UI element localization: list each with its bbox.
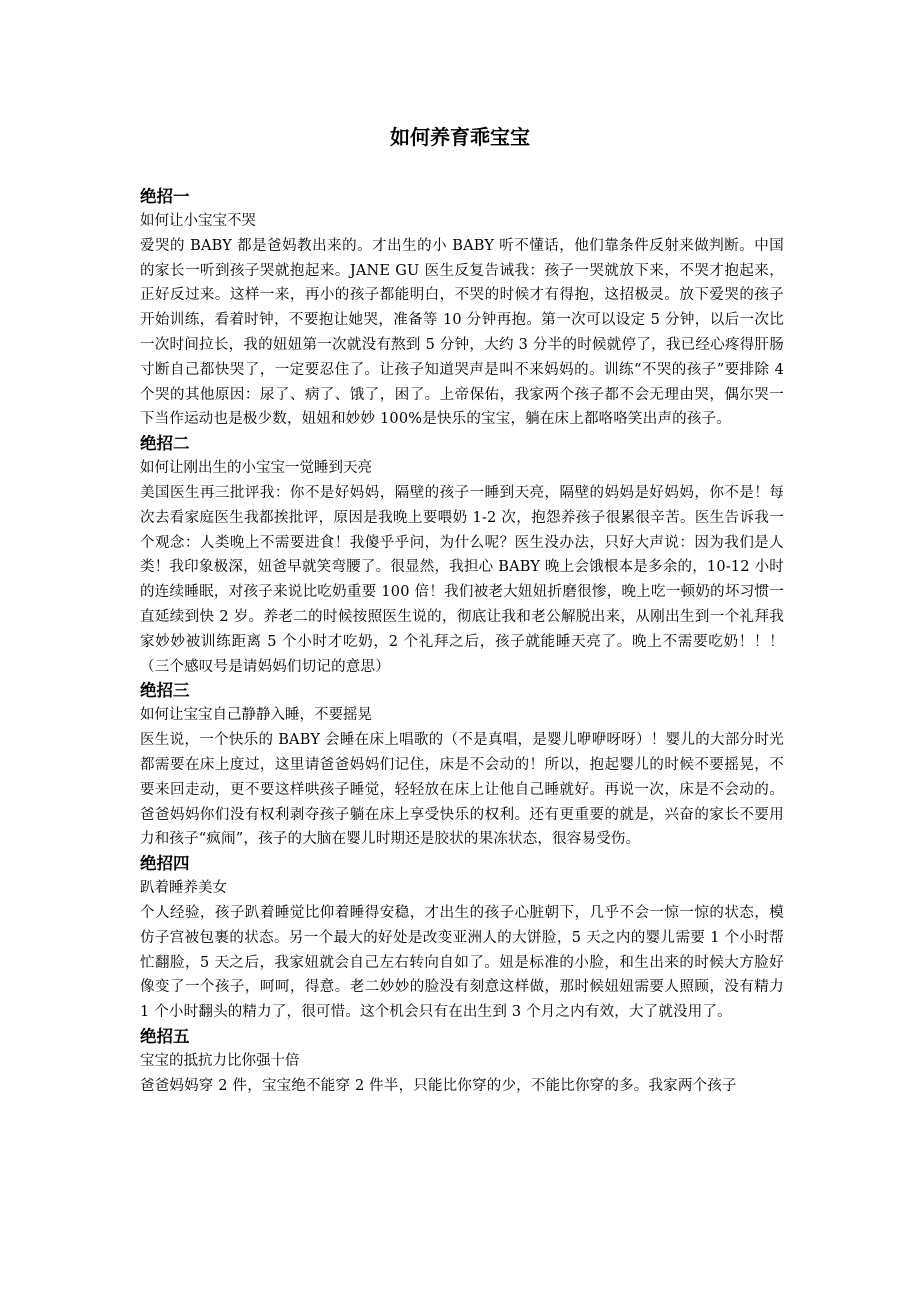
section-body: 爱哭的 BABY 都是爸妈教出来的。才出生的小 BABY 听不懂话，他们靠条件反射来做判断。中国的家长一听到孩子哭就抱起来。JANE GU 医生反复告诫我：孩子一哭就放下来，不哭才抱起来，正好反过来。这样一来，再小的孩子都能明白，不哭的时候才有得抱，这招极灵。放下爱哭的孩子开始训练，看着时钟，不要抱让她哭，准备等 10 分钟再抱。第一次可以设定 5 分钟，以后一次比一次时间拉长，我的妞妞第一次就没有熬到 5 分钟，大约 3 分半的时候就停了，我已经心疼得肝肠寸断自己都快哭了，一定要忍住了。让孩子知道哭声是叫不来妈妈的。训练“不哭的孩子”要排除 4 个哭的其他原因：尿了、病了、饿了，困了。上帝保佑，我家两个孩子都不会无理由哭，偶尔哭一下当作运动也是极少数，妞妞和妙妙 100%是快乐的宝宝，躺在床上都咯咯笑出声的孩子。: [140, 237, 784, 428]
section-5: [140, 1025, 784, 1099]
section-body: 医生说，一个快乐的 BABY 会睡在床上唱歌的（不是真唱，是婴儿咿咿呀呀）！婴儿的大部分时光都需要在床上度过，这里请爸爸妈妈们记住，床是不会动的！所以，抱起婴儿的时候不要摇晃，不要来回走动，更不要这样哄孩子睡觉，轻轻放在床上让他自己睡就好。再说一次，床是不会动的。爸爸妈妈你们没有权利剥夺孩子躺在床上享受快乐的权利。还有更重要的就是，兴奋的家长不要用力和孩子“疯闹”，孩子的大脑在婴儿时期还是胶状的果冻状态，很容易受伤。: [140, 732, 784, 848]
section-body: 爸爸妈妈穿 2 件，宝宝绝不能穿 2 件半，只能比你穿的少，不能比你穿的多。我家两个孩子: [140, 1077, 737, 1094]
section-4: [140, 852, 784, 1025]
section-subtitle: 如何让小宝宝不哭: [140, 213, 256, 229]
section-subtitle: 如何让宝宝自己静静入睡，不要摇晃: [140, 707, 372, 724]
section-subtitle: 趴着睡养美女: [140, 880, 227, 897]
section-body: 美国医生再三批评我：你不是好妈妈，隔壁的孩子一睡到天亮，隔壁的妈妈是好妈妈，你不是！每次去看家庭医生我都挨批评，原因是我晚上要喂奶 1-2 次，抱怨养孩子很累很辛苦。医生告诉我一个观念：人类晚上不需要进食！我傻乎乎问，为什么呢？医生没办法，只好大声说：因为我们是人类！我印象极深，妞爸早就笑弯腰了。很显然，我担心 BABY 晚上会饿根本是多余的，10-12 小时的连续睡眠，对孩子来说比吃奶重要 100 倍！我们被老大妞妞折磨很惨，晚上吃一顿奶的坏习惯一直延续到快 2 岁。养老二的时候按照医生说的，彻底让我和老公解脱出来，从刚出生到一个礼拜我家妙妙被训练距离 5 个小时才吃奶，2 个礼拜之后，孩子就能睡天亮了。晚上不需要吃奶！！！（三个感叹号是请妈妈们切记的意思）: [140, 484, 784, 675]
section-1: [140, 185, 784, 432]
section-2: [140, 432, 784, 679]
section-heading: 绝招四: [140, 854, 190, 874]
document-content: [140, 185, 784, 1099]
section-3: [140, 679, 784, 852]
section-subtitle: 宝宝的抵抗力比你强十倍: [140, 1052, 300, 1069]
section-subtitle: 如何让刚出生的小宝宝一觉睡到天亮: [140, 460, 372, 477]
document-title: 如何养育乖宝宝: [390, 125, 530, 149]
section-heading: 绝招一: [140, 187, 190, 206]
section-heading: 绝招二: [140, 434, 190, 454]
section-heading: 绝招三: [140, 681, 190, 701]
section-body: 个人经验，孩子趴着睡觉比仰着睡得安稳，才出生的孩子心脏朝下，几乎不会一惊一惊的状态，模仿子宫被包裹的状态。另一个最大的好处是改变亚洲人的大饼脸，5 天之内的婴儿需要 1 个小时帮忙翻脸，5 天之后，我家妞就会自己左右转向自如了。妞是标准的小脸，和生出来的时候大方脸好像变了一个孩子，呵呵，得意。老二妙妙的脸没有刻意这样做，那时候妞妞需要人照顾，没有精力 1 个小时翻头的精力了，很可惜。这个机会只有在出生到 3 个月之内有效，大了就没用了。: [140, 904, 784, 1021]
section-heading: 绝招五: [140, 1026, 190, 1046]
